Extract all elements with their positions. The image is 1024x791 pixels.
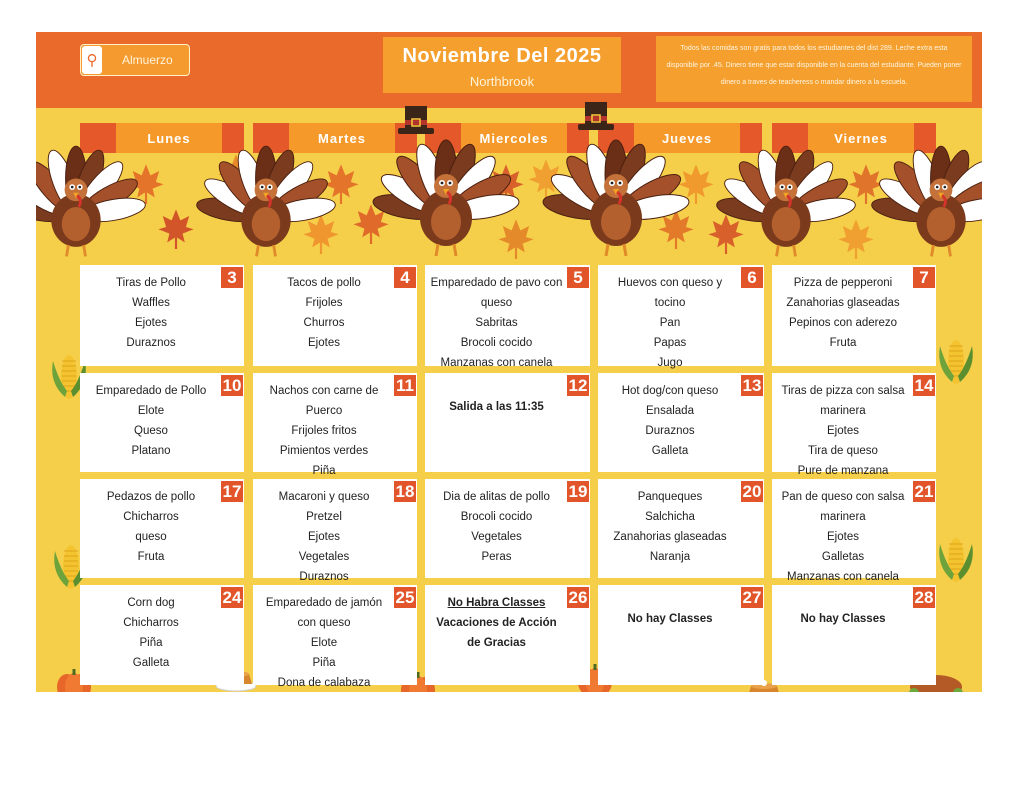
menu-item: Galleta [651, 445, 689, 457]
menu-item: Elote [137, 405, 165, 417]
day-number: 12 [568, 376, 588, 395]
menu-items [255, 487, 393, 587]
menu-item: Puerco [305, 405, 343, 417]
menu-item: con queso [297, 617, 351, 629]
menu-item: Pan de queso con salsa [781, 491, 905, 503]
day-cell-12 [425, 373, 590, 472]
menu-item: Macaroni y queso [278, 491, 370, 503]
menu-item: Ejotes [827, 425, 859, 437]
day-cell-13 [598, 373, 764, 472]
day-header-label: Jueves [634, 123, 740, 153]
menu-items [82, 273, 220, 353]
menu-item: Churros [303, 317, 345, 329]
day-number: 21 [914, 482, 934, 501]
menu-items [255, 593, 393, 693]
menu-item: Galleta [132, 657, 170, 669]
day-cell-20 [598, 479, 764, 578]
menu-item: Piña [139, 637, 163, 649]
day-number: 6 [741, 267, 763, 288]
menu-item: Duraznos [645, 425, 695, 437]
day-number: 20 [742, 482, 762, 501]
menu-item: Naranja [649, 551, 691, 563]
menu-item: Tiras de Pollo [116, 277, 186, 289]
menu-item: Piña [312, 465, 336, 477]
day-header-label: Lunes [116, 123, 222, 153]
day-cell-17 [80, 479, 244, 578]
info-note: Todos las comidas son gratis para todos los estudiantes del dist 289. Leche extra esta disponible por .45. Dinero tiene que estar disponible en la cuenta del estudiante. Pueden poner dinero a traves de teacheress o mandar dinero a la escuela. [656, 36, 972, 102]
day-number: 19 [568, 482, 588, 501]
page-title: Noviembre Del 2025 [402, 45, 602, 67]
maple-leaf-icon [708, 214, 743, 254]
maple-leaf-icon [838, 219, 873, 259]
day-cell-21 [772, 479, 936, 583]
day-cell-3 [80, 265, 244, 366]
day-cell-10 [80, 373, 244, 472]
menu-items [600, 609, 740, 629]
menu-item: Panqueques [637, 491, 703, 503]
menu-item: Ejotes [308, 531, 340, 543]
menu-item: Emparedado de Pollo [95, 385, 207, 397]
menu-items [255, 273, 393, 353]
menu-item: Chicharros [123, 617, 179, 629]
menu-item: Galletas [821, 551, 865, 563]
day-number: 14 [914, 376, 934, 395]
menu-item: Ejotes [827, 531, 859, 543]
menu-items [82, 381, 220, 461]
day-number: 25 [395, 588, 415, 607]
menu-item: Brocoli cocido [460, 511, 533, 523]
day-number: 13 [742, 376, 762, 395]
day-number: 28 [914, 588, 934, 607]
menu-item: Vegetales [471, 531, 522, 543]
menu-item: Sabritas [475, 317, 518, 329]
menu-item: Brocoli cocido [460, 337, 533, 349]
turkey-icon [870, 146, 982, 256]
menu-item: Zanahorias glaseadas [786, 297, 900, 309]
menu-item: Manzanas con canela [440, 357, 553, 369]
menu-item: de Gracias [467, 637, 526, 649]
turkey-icon [715, 146, 857, 256]
menu-item: Dia de alitas de pollo [443, 491, 550, 503]
day-number: 17 [222, 482, 242, 501]
menu-items [82, 487, 220, 567]
menu-item: Pan [659, 317, 681, 329]
menu-items [774, 381, 912, 481]
day-number: 26 [568, 588, 588, 607]
menu-item: Hot dog/con queso [621, 385, 719, 397]
menu-item: Fruta [829, 337, 857, 349]
day-cell-24 [80, 585, 244, 685]
menu-item: Pretzel [306, 511, 342, 523]
pilgrim-hat-icon [398, 106, 434, 134]
menu-item: Emparedado de jamón [265, 597, 383, 609]
menu-item: Vegetales [298, 551, 350, 563]
menu-item: Elote [310, 637, 338, 649]
menu-item: Chicharros [123, 511, 179, 523]
menu-item: tocino [654, 297, 686, 309]
maple-leaf-icon [848, 164, 883, 204]
menu-items [427, 397, 566, 417]
turkey-icon [371, 140, 521, 256]
menu-item: Dona de calabaza [277, 677, 371, 689]
menu-item: Tira de queso [808, 445, 878, 457]
fork-icon: ⚲ [82, 46, 102, 74]
day-number: 10 [222, 376, 242, 395]
menu-item: Ejotes [135, 317, 167, 329]
day-cell-26 [425, 585, 590, 685]
menu-items [427, 273, 566, 373]
day-header-label: Miercoles [461, 123, 567, 153]
menu-item: Pimientos verdes [279, 445, 369, 457]
menu-item: Frijoles [305, 297, 343, 309]
day-cell-27 [598, 585, 764, 685]
menu-items [255, 381, 393, 481]
day-number: 24 [222, 588, 242, 607]
day-cell-5 [425, 265, 590, 369]
menu-items [774, 273, 912, 353]
day-cell-6 [598, 265, 764, 369]
menu-item: Pizza de pepperoni [793, 277, 893, 289]
day-cell-4 [253, 265, 417, 366]
maple-leaf-icon [303, 214, 338, 254]
day-number: 27 [742, 588, 762, 607]
menu-item: Nachos con carne de [269, 385, 379, 397]
menu-item: Queso [134, 425, 168, 437]
menu-item: Emparedado de pavo con [430, 277, 563, 289]
menu-item: Jugo [657, 357, 683, 369]
day-cell-18 [253, 479, 417, 583]
day-cell-11 [253, 373, 417, 477]
day-cell-14 [772, 373, 936, 477]
menu-item: marinera [820, 511, 866, 523]
menu-item: Waffles [132, 297, 170, 309]
maple-leaf-icon [158, 209, 193, 249]
menu-item: Piña [312, 657, 336, 669]
menu-item: queso [135, 531, 167, 543]
maple-leaf-icon [323, 164, 358, 204]
day-number: 18 [395, 482, 415, 501]
menu-item: Pepinos con aderezo [788, 317, 898, 329]
day-header-label: Viernes [808, 123, 914, 153]
menu-item: Salchicha [645, 511, 695, 523]
menu-item: Ensalada [646, 405, 694, 417]
school-name: Northbrook [469, 74, 535, 89]
menu-item: Duraznos [126, 337, 176, 349]
menu-item: Tiras de pizza con salsa [781, 385, 905, 397]
menu-item: marinera [820, 405, 866, 417]
menu-item: No hay Classes [627, 613, 713, 625]
day-number: 5 [567, 267, 589, 288]
menu-item: queso [480, 297, 513, 309]
menu-item: Corn dog [127, 597, 175, 609]
menu-items [427, 487, 566, 567]
menu-item: Pure de manzana [797, 465, 889, 477]
corn-icon [939, 340, 973, 384]
day-cell-28 [772, 585, 936, 685]
day-cell-25 [253, 585, 417, 689]
menu-item: Fruta [137, 551, 165, 563]
menu-items [82, 593, 220, 673]
menu-item: Manzanas con canela [787, 571, 899, 583]
turkey-icon [36, 146, 147, 256]
menu-item: Platano [131, 445, 171, 457]
menu-item: Pedazos de pollo [106, 491, 196, 503]
menu-item: Vacaciones de Acción [436, 617, 557, 629]
corn-icon [939, 538, 973, 582]
menu-items [427, 593, 566, 653]
day-number: 3 [221, 267, 243, 288]
pilgrim-hat-icon [578, 102, 614, 130]
menu-items [600, 273, 740, 373]
menu-items [600, 487, 740, 567]
menu-item: Ejotes [308, 337, 340, 349]
menu-item: Frijoles fritos [291, 425, 357, 437]
menu-item: Peras [481, 551, 512, 563]
day-header-label: Martes [289, 123, 395, 153]
day-cell-7 [772, 265, 936, 366]
menu-item: No hay Classes [800, 613, 886, 625]
menu-items [774, 609, 912, 629]
day-cell-19 [425, 479, 590, 578]
menu-item: No Habra Classes [447, 597, 546, 609]
day-number: 11 [394, 375, 416, 396]
day-number: 7 [913, 267, 935, 288]
menu-board [36, 32, 982, 692]
meal-label: Almuerzo [122, 53, 173, 67]
menu-item: Huevos con queso y [617, 277, 723, 289]
maple-leaf-icon [498, 219, 533, 259]
menu-items [600, 381, 740, 461]
day-number: 4 [394, 267, 416, 288]
menu-item: Duraznos [299, 571, 349, 583]
menu-item: Salida a las 11:35 [449, 401, 544, 413]
menu-item: Tacos de pollo [287, 277, 361, 289]
menu-item: Papas [653, 337, 687, 349]
menu-items [774, 487, 912, 587]
menu-item: Zanahorias glaseadas [613, 531, 727, 543]
